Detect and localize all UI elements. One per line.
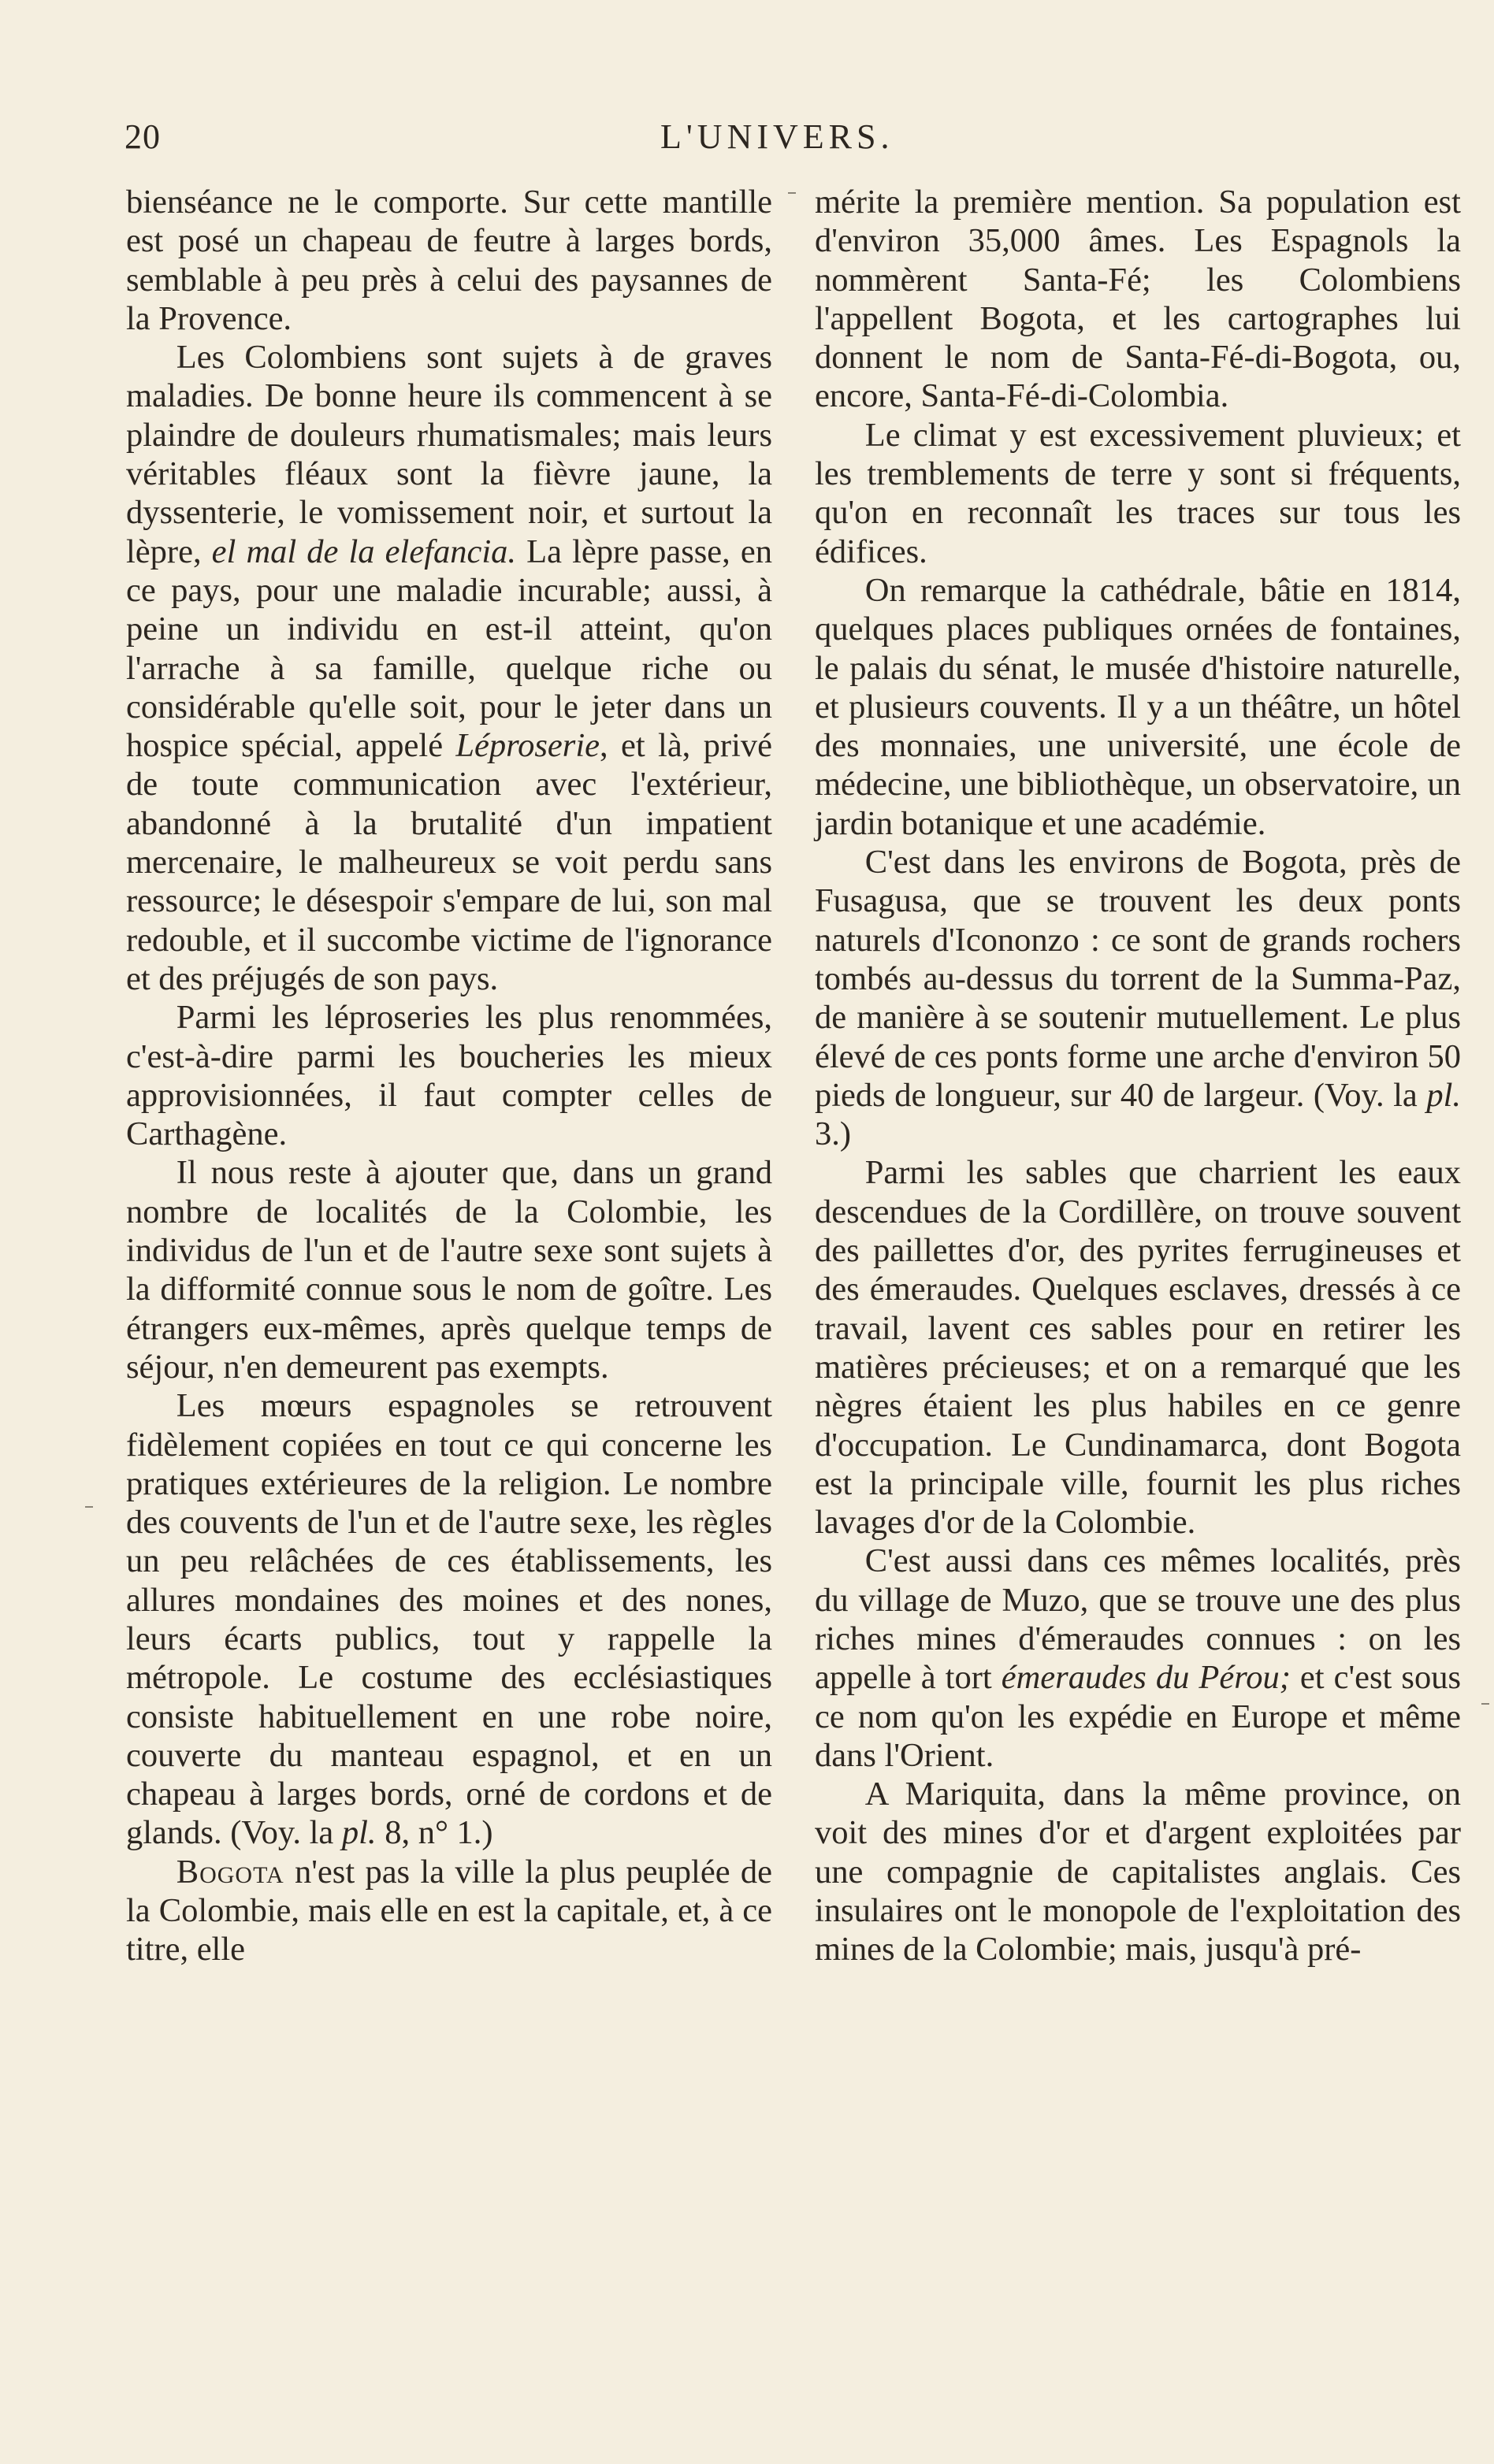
italic-term: Léproserie [455, 727, 600, 765]
left-column [126, 183, 772, 1969]
paragraph: Il nous reste à ajouter que, dans un grand nombre de localités de la Colombie, les individus de l'un et de l'autre sexe sont sujets à la difformité connue sous le nom de goître. Les étrangers eux-mêmes, après quelque temps de séjour, n'en demeurent pas exempts. [126, 1154, 772, 1386]
paragraph: Parmi les sables que charrient les eaux descendues de la Cordillère, on trouve souvent des paillettes d'or, des pyrites ferrugineuses et des émeraudes. Quelques esclaves, dressés à ce travail, lavent ces sables pour en retirer les matières précieuses; et on a remarqué que les nègres étaient les plus habiles en ce genre d'occupation. Le Cundinamarca, dont Bogota est la principale ville, fournit les plus riches lavages d'or de la Colombie. [815, 1154, 1461, 1542]
paragraph: Le climat y est excessivement pluvieux; et les tremblements de terre y sont si fréquents, qu'on en reconnaît les traces sur tous les édifices. [815, 416, 1461, 570]
italic-abbrev: pl. [341, 1814, 377, 1852]
right-column [815, 183, 1461, 1969]
paragraph: Bogota n'est pas la ville la plus peuplée de la Colombie, mais elle en est la capitale, et, à ce titre, elle [126, 1853, 772, 1969]
gutter-mark [788, 192, 796, 194]
italic-phrase: émeraudes du Pérou; [1001, 1659, 1291, 1697]
paragraph: Les Colombiens sont sujets à de graves maladies. De bonne heure ils commencent à se plaindre de douleurs rhumatismales; mais leurs véritables fléaux sont la fièvre jaune, la dyssenterie, le vomissement noir, et surtout la lèpre, el mal de la elefancia. La lèpre passe, en ce pays, pour une maladie incurable; aussi, à peine un individu en est-il atteint, qu'on l'arrache à sa famille, quelque riche ou considérable qu'elle soit, pour le jeter dans un hospice spécial, appelé Léproserie, et là, privé de toute communication avec l'extérieur, abandonné à la brutalité d'un impatient mercenaire, le malheureux se voit perdu sans ressource; le désespoir s'empare de lui, son mal redouble, et il succombe victime de l'ignorance et des préjugés de son pays. [126, 339, 772, 997]
italic-abbrev: pl. [1426, 1076, 1461, 1114]
paragraph: C'est aussi dans ces mêmes localités, près du village de Muzo, que se trouve une des plus riches mines d'émeraudes connues : on les appelle à tort émeraudes du Pérou; et c'est sous ce nom qu'on les expédie en Europe et même dans l'Orient. [815, 1542, 1461, 1774]
running-title: L'UNIVERS. [660, 117, 894, 156]
page-number: 20 [124, 117, 161, 156]
page-header [124, 117, 1448, 164]
gutter-mark [85, 1506, 93, 1508]
paragraph: Les mœurs espagnoles se retrouvent fidèlement copiées en tout ce qui concerne les pratiques extérieures de la religion. Le nombre des couvents de l'un et de l'autre sexe, les règles un peu relâchées de ces établissements, les allures mondaines des moines et des nones, leurs écarts publics, tout y rappelle la métropole. Le costume des ecclésiastiques consiste habituellement en une robe noire, couverte du manteau espagnol, et en un chapeau à larges bords, orné de cordons et de glands. (Voy. la pl. 8, n° 1.) [126, 1387, 772, 1852]
gutter-mark [1481, 1703, 1489, 1705]
paragraph: mérite la première mention. Sa population est d'environ 35,000 âmes. Les Espagnols la nommèrent Santa-Fé; les Colombiens l'appellent Bogota, et les cartographes lui donnent le nom de Santa-Fé-di-Bogota, ou, encore, Santa-Fé-di-Colombia. [815, 184, 1461, 415]
paragraph: Parmi les léproseries les plus renommées, c'est-à-dire parmi les boucheries les mieux approvisionnées, il faut compter celles de Carthagène. [126, 999, 772, 1153]
small-caps-heading: Bogota [176, 1853, 284, 1891]
paragraph: A Mariquita, dans la même province, on voit des mines d'or et d'argent exploitées par une compagnie de capitalistes anglais. Ces insulaires ont le monopole de l'exploitation des mines de la Colombie; mais, jusqu'à pré- [815, 1776, 1461, 1969]
paragraph: bienséance ne le comporte. Sur cette mantille est posé un chapeau de feutre à larges bords, semblable à peu près à celui des paysannes de la Provence. [126, 184, 772, 337]
paragraph: On remarque la cathédrale, bâtie en 1814, quelques places publiques ornées de fontaines, le palais du sénat, le musée d'histoire naturelle, et plusieurs couvents. Il y a un théâtre, un hôtel des monnaies, une université, une école de médecine, une bibliothèque, un observatoire, un jardin botanique et une académie. [815, 571, 1461, 842]
paragraph: C'est dans les environs de Bogota, près de Fusagusa, que se trouvent les deux ponts naturels d'Icononzo : ce sont de grands rochers tombés au-dessus du torrent de la Summa-Paz, de manière à se soutenir mutuellement. Le plus élevé de ces ponts forme une arche d'environ 50 pieds de longueur, sur 40 de largeur. (Voy. la pl. 3.) [815, 844, 1461, 1153]
italic-phrase: el mal de la elefancia. [211, 533, 517, 570]
